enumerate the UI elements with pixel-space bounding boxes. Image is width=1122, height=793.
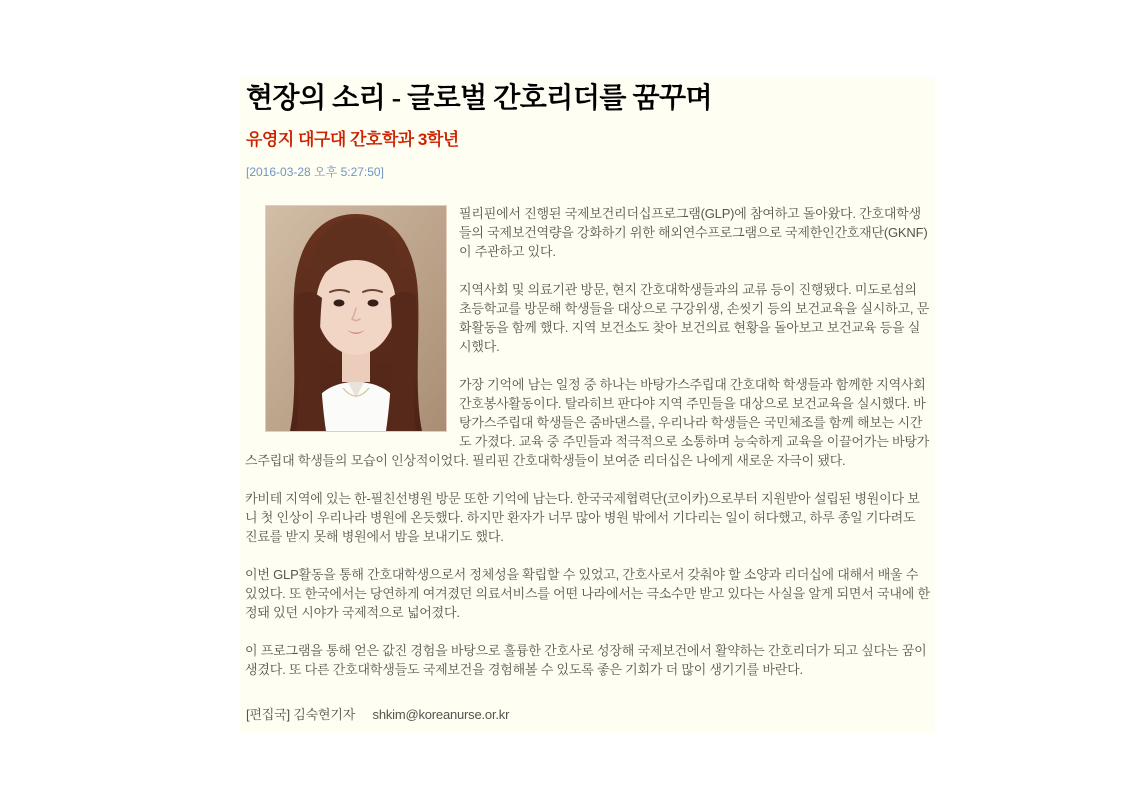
- paragraph: 이 프로그램을 통해 얻은 값진 경험을 바탕으로 훌륭한 간호사로 성장해 국제보건에서 활약하는 간호리더가 되고 싶다는 꿈이 생겼다. 또 다른 간호대학생들도 국제보건을 경험해볼 수 있도록 좋은 기회가 더 많이 생기기를 바란다.: [245, 643, 927, 677]
- page-title: 현장의 소리 - 글로벌 간호리더를 꿈꾸며: [246, 83, 713, 114]
- paragraph: 가장 기억에 남는 일정 중 하나는 바탕가스주립대 간호대학 학생들과 함께한 지역사회 간호봉사활동이다. 탈라히브 판다야 지역 주민들을 대상으로 보건교육을 실시했다. 바탕가스주립대 학생들은 줌바댄스를, 우리나라 학생들은 국민체조를 함께 해보는 시간도 가졌다. 교육 중 주민들과 적극적으로 소통하며 능숙하게 교육을 이끌어가는 바탕가스주립대 학생들의 모습이 인상적이었다. 필리핀 간호대학생들이 보여준 리더십은 나에게 새로운 자극이 됐다.: [245, 377, 930, 468]
- article-body: [245, 204, 930, 679]
- paragraph: 카비테 지역에 있는 한-필친선병원 방문 또한 기억에 남는다. 한국국제협력단(코이카)으로부터 지원받아 설립된 병원이다 보니 첫 인상이 우리나라 병원에 온듯했다. 하지만 환자가 너무 많아 병원 밖에서 기다리는 일이 허다했고, 하루 종일 기다려도 진료를 받지 못해 병원에서 밤을 보내기도 했다.: [245, 491, 920, 544]
- article-container: [240, 77, 935, 733]
- paragraph: 지역사회 및 의료기관 방문, 현지 간호대학생들과의 교류 등이 진행됐다. 미도로섬의 초등학교를 방문해 학생들을 대상으로 구강위생, 손씻기 등의 보건교육을 실시하고, 문화활동을 함께 했다. 지역 보건소도 찾아 보건의료 현황을 돌아보고 보건교육 등을 실시했다.: [459, 282, 930, 354]
- paragraph: 필리핀에서 진행된 국제보건리더십프로그램(GLP)에 참여하고 돌아왔다. 간호대학생들의 국제보건역량을 강화하기 위한 해외연수프로그램으로 국제한인간호재단(GKNF)이 주관하고 있다.: [459, 206, 928, 259]
- footer-credit: [245, 698, 930, 723]
- author-line: 유영지 대구대 간호학과 3학년: [246, 130, 459, 149]
- portrait-photo-graphic: [266, 206, 446, 431]
- paragraph: 이번 GLP활동을 통해 간호대학생으로서 정체성을 확립할 수 있었고, 간호사로서 갖춰야 할 소양과 리더십에 대해서 배울 수 있었다. 또 한국에서는 당연하게 여겨졌던 의료서비스를 어떤 나라에서는 극소수만 받고 있다는 사실을 알게 되면서 국내에 한정돼 있던 시야가 국제적으로 넓어졌다.: [245, 567, 930, 620]
- reporter-email-link[interactable]: shkim@koreanurse.or.kr: [372, 707, 510, 722]
- portrait-photo: [265, 205, 447, 432]
- reporter-credit: [편집국] 김숙현기자: [246, 707, 356, 722]
- timestamp: [2016-03-28 오후 5:27:50]: [246, 165, 384, 179]
